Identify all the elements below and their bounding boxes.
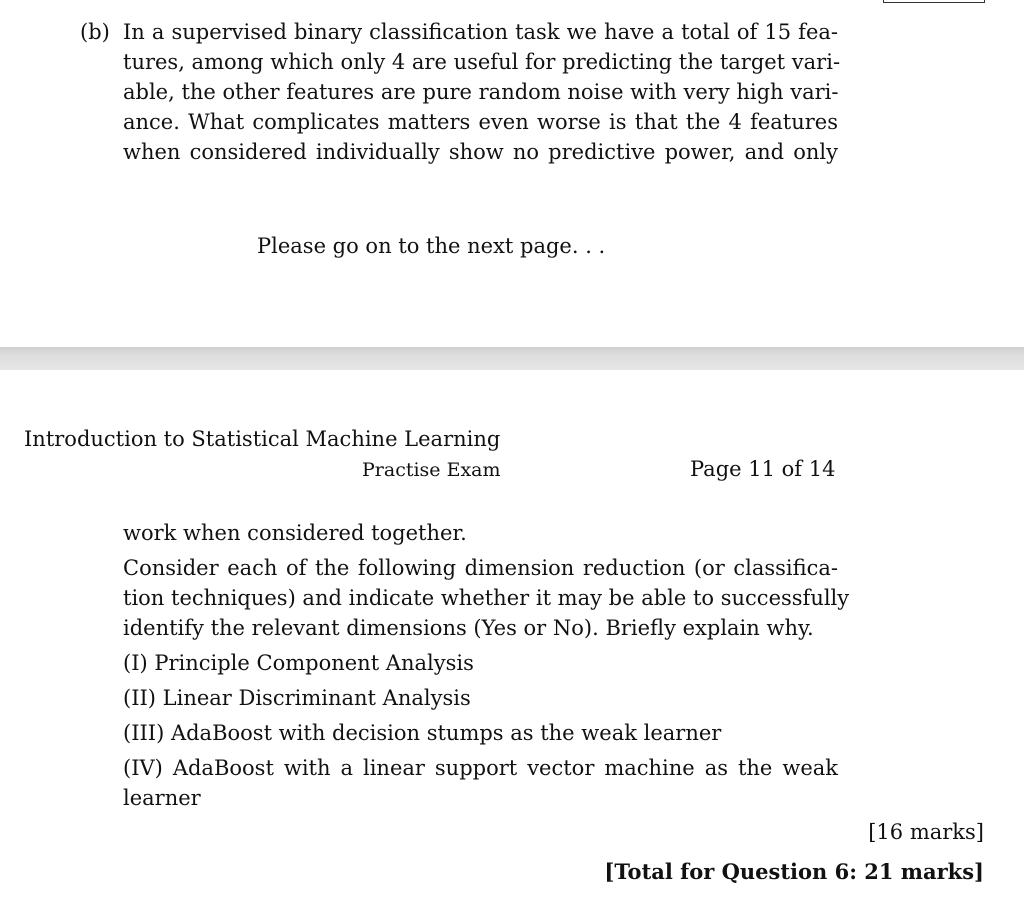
question-line: able, the other features are pure random noise with very high vari- (123, 80, 839, 104)
list-item-line: (IV) AdaBoost with a linear support vector machine as the weak (123, 756, 838, 780)
question-text (123, 17, 841, 167)
page-top (0, 0, 1024, 347)
list-item: (III) AdaBoost with decision stumps as the weak learner (123, 721, 722, 745)
continue-note: Please go on to the next page. . . (257, 234, 606, 258)
list-item (123, 753, 838, 813)
list-item: (II) Linear Discriminant Analysis (123, 686, 471, 710)
consider-line: tion techniques) and indicate whether it may be able to successfully (123, 586, 850, 610)
part-marks: [16 marks] (868, 820, 984, 844)
list-item-line: learner (123, 786, 201, 810)
previous-marks-bracket (883, 0, 985, 3)
question-line: when considered individually show no predictive power, and only (123, 140, 838, 164)
question-line: tures, among which only 4 are useful for predicting the target vari- (123, 50, 841, 74)
page-number: Page 11 of 14 (690, 457, 836, 481)
continuation-text: work when considered together. (123, 521, 467, 545)
exam-name: Practise Exam (362, 459, 501, 481)
list-item: (I) Principle Component Analysis (123, 651, 474, 675)
consider-line: Consider each of the following dimension reduction (or classifica- (123, 556, 838, 580)
page-separator (0, 347, 1024, 370)
question-line: In a supervised binary classification task we have a total of 15 fea- (123, 20, 838, 44)
question-line: ance. What complicates matters even worse is that the 4 features (123, 110, 838, 134)
course-title: Introduction to Statistical Machine Learning (24, 427, 501, 451)
consider-line: identify the relevant dimensions (Yes or No). Briefly explain why. (123, 616, 814, 640)
consider-paragraph (123, 553, 850, 643)
question-total-marks: [Total for Question 6: 21 marks] (604, 859, 984, 884)
question-label: (b) (80, 20, 110, 44)
